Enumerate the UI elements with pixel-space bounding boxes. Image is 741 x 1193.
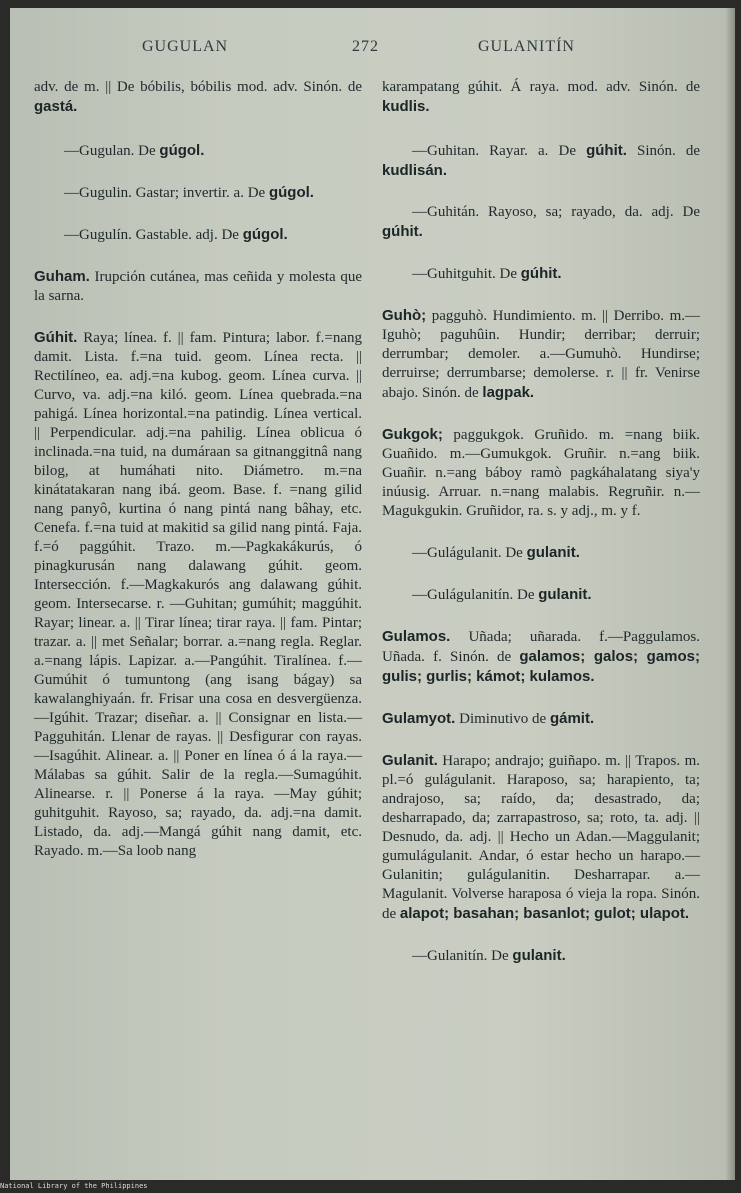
entry-text: paggukgok. Gruñido. m. =nang biik. Guañido. m.—Gumukgok. Gruñir. n.=ang biik. Guañir. n.=ang báboy ramò pagkáhalatang siya'y inúusig. Arruar. n.=nang malabis. Regruñir. n.—Magukgukin. Gruñidor, ra. s. y adj., m. y f. xyxy=(382,427,700,519)
cross-reference: gulanit. xyxy=(538,586,592,603)
cross-reference: lagpak. xyxy=(482,384,535,401)
running-head-right: GULANITÍN xyxy=(478,38,575,55)
footer-credit: National Library of the Philippines xyxy=(0,1182,148,1190)
entry-text: Raya; línea. f. || fam. Pintura; labor. f.=nang damit. Lista. f.=na tuid. geom. Línea recta. || Rectilíneo, ea. adj.=na kubog. geom. Línea curva. || Curvo, va. adj.=na kiló. geom. Línea quebrada.=na pahigá. Línea horizontal.=na patindig. Línea vertical. || Perpendicular. adj.=na pahilig. Línea oblicua ó inclinada.=na tuid, na dumáraan sa gitnanggitnâ nang bilog, at humáhati nito. Diámetro. m.=na kinátatakaran nang ibá. geom. Base. f. =nang gilid nang panyô, kurtina ó nang pintá nang bâhay, etc. Cenefa. f.=na tuid at makitid sa gilid nang pintá. Faja. f.=ó paggúhit. Trazo. m.—Pagkakákurús, ó pinagkurusán nang dalawang gúhit. geom. Intersección. f.—Magkakurós ang dalawang gúhit. geom. Intersecarse. r. —Guhitan; gumúhit; maggúhit. Rayar; linear. a. || Tirar línea; tirar raya. || fam. Pintar; trazar. a. || met Señalar; borrar. a.=nang regla. Reglar. a.=nang lápis. Lapizar. a.—Pangúhit. Tiralínea. f.—Gumúhit ó tumuntong (ang isang bágay) sa kawalanghiyaán. fr. Frisar una cosa en desvergüenza.—Igúhit. Trazar; diseñar. a. || Consignar en lista.—Pagguhitán. Llenar de rayas. || Desfigurar con rayas.—Isagúhit. Alinear. a. || Poner en línea ó á la raya.—Málabas sa gúhit. Salir de la regla.—Sumagúhit. Alinearse. r. || Ponerse á la raya. —May gúhit; guhitguhit. Rayoso, sa; rayado, da. adj.=na damit. Listado, da. adj.—Mangá gúhit nang damit, etc. Rayado. m.—Sa loob nang xyxy=(34,330,362,859)
dictionary-entry xyxy=(382,543,700,563)
cross-reference: galamos; galos; gamos; gulis; gurlis; kámot; kulamos. xyxy=(382,648,701,685)
entry-headword: Gulamos. xyxy=(382,628,451,645)
entry-text: —Guhitguhit. De xyxy=(412,266,521,282)
cross-reference: gúhit. xyxy=(382,223,423,240)
dictionary-entry xyxy=(34,183,362,203)
entry-text: —Gugulin. Gastar; invertir. a. De xyxy=(64,185,269,201)
entry-headword: Gulamyot. xyxy=(382,710,456,727)
cross-reference: alapot; basahan; basanlot; gulot; ulapot. xyxy=(399,905,690,922)
dictionary-entry xyxy=(382,78,700,117)
cross-reference: gúgol. xyxy=(268,184,314,201)
entry-text: —Guhitan. Rayar. a. De xyxy=(412,143,587,159)
dictionary-entry xyxy=(34,141,362,161)
entry-text: adv. de m. || De bóbilis, bóbilis mod. adv. Sinón. de xyxy=(34,79,362,95)
entry-text: —Gugulan. De xyxy=(64,143,160,159)
entry-text: —Gulanitín. De xyxy=(412,948,513,964)
dictionary-entry xyxy=(382,709,700,729)
dictionary-entry xyxy=(382,585,700,605)
dictionary-page xyxy=(10,8,735,1180)
cross-reference: kudlis. xyxy=(382,98,430,115)
entry-text: —Gulágulanitín. De xyxy=(412,587,539,603)
entry-headword: Gúhit. xyxy=(34,329,78,346)
cross-reference: gastá. xyxy=(34,98,78,115)
cross-reference: gulanit. xyxy=(526,544,580,561)
dictionary-entry xyxy=(382,141,700,181)
dictionary-entry xyxy=(382,264,700,284)
cross-reference: kudlisán. xyxy=(382,162,448,179)
entry-headword: Guhò; xyxy=(382,307,427,324)
entry-text: Harapo; andrajo; guiñapo. m. || Trapos. m. pl.=ó gulágulanit. Haraposo, sa; harapiento, ta; andrajoso, sa; raído, da; desastrado, da; desharrapado, da; zarrapastroso, sa; roto, ta. adj. || Desnudo, da. adj. || Hecho un Adan.—Maggulanit; gumulágulanit. Andar, ó estar hecho un harapo.—Gulanitin; gulágulanitin. Desharrapar. a.—Magulanit. Volverse haraposa ó vieja la ropa. Sinón. de xyxy=(382,753,700,922)
right-column xyxy=(382,78,700,988)
dictionary-entry xyxy=(34,328,362,861)
dictionary-entry xyxy=(382,203,700,242)
entry-headword: Guham. xyxy=(34,268,90,285)
cross-reference: gulanit. xyxy=(512,947,566,964)
dictionary-entry xyxy=(34,225,362,245)
dictionary-entry xyxy=(382,946,700,966)
entry-text: —Gulágulanit. De xyxy=(412,545,527,561)
cross-reference: gúgol. xyxy=(159,142,205,159)
dictionary-entry xyxy=(382,627,700,687)
running-head xyxy=(10,38,735,62)
page-number: 272 xyxy=(352,38,379,55)
running-head-left: GUGULAN xyxy=(142,38,229,55)
dictionary-entry xyxy=(382,306,700,403)
dictionary-entry xyxy=(34,267,362,306)
cross-reference: gámit. xyxy=(549,710,595,727)
dictionary-entry xyxy=(382,425,700,521)
cross-reference: gúhit. xyxy=(586,142,627,159)
entry-headword: Gulanit. xyxy=(382,752,438,769)
entry-text: pagguhò. Hundimiento. m. || Derribo. m.—Iguhò; paguhûin. Hundir; derribar; derruir; derrumbar; demoler. a.—Gumuhò. Hundirse; derruirse; derrumbarse; demolerse. r. || fr. Venirse abajo. Sinón. de xyxy=(382,308,700,401)
entry-text: —Gugulín. Gastable. adj. De xyxy=(64,227,243,243)
page-spine-shadow xyxy=(725,8,735,1180)
entry-text: Diminutivo de xyxy=(455,711,550,727)
left-column xyxy=(34,78,362,883)
cross-reference: gúgol. xyxy=(242,226,288,243)
entry-text: Sinón. de xyxy=(626,143,701,159)
entry-text: karampatang gúhit. Á raya. mod. adv. Sinón. de xyxy=(382,79,700,95)
cross-reference: gúhit. xyxy=(520,265,562,282)
dictionary-entry xyxy=(34,78,362,117)
entry-headword: Gukgok; xyxy=(382,426,443,443)
entry-text: —Guhitán. Rayoso, sa; rayado, da. adj. De xyxy=(412,204,700,220)
dictionary-entry xyxy=(382,751,700,924)
entry-text: Irupción cutánea, mas ceñida y molesta que la sarna. xyxy=(34,269,362,304)
entry-text: Uñada; uñarada. f.—Paggulamos. Uñada. f. Sinón. de xyxy=(382,629,700,665)
